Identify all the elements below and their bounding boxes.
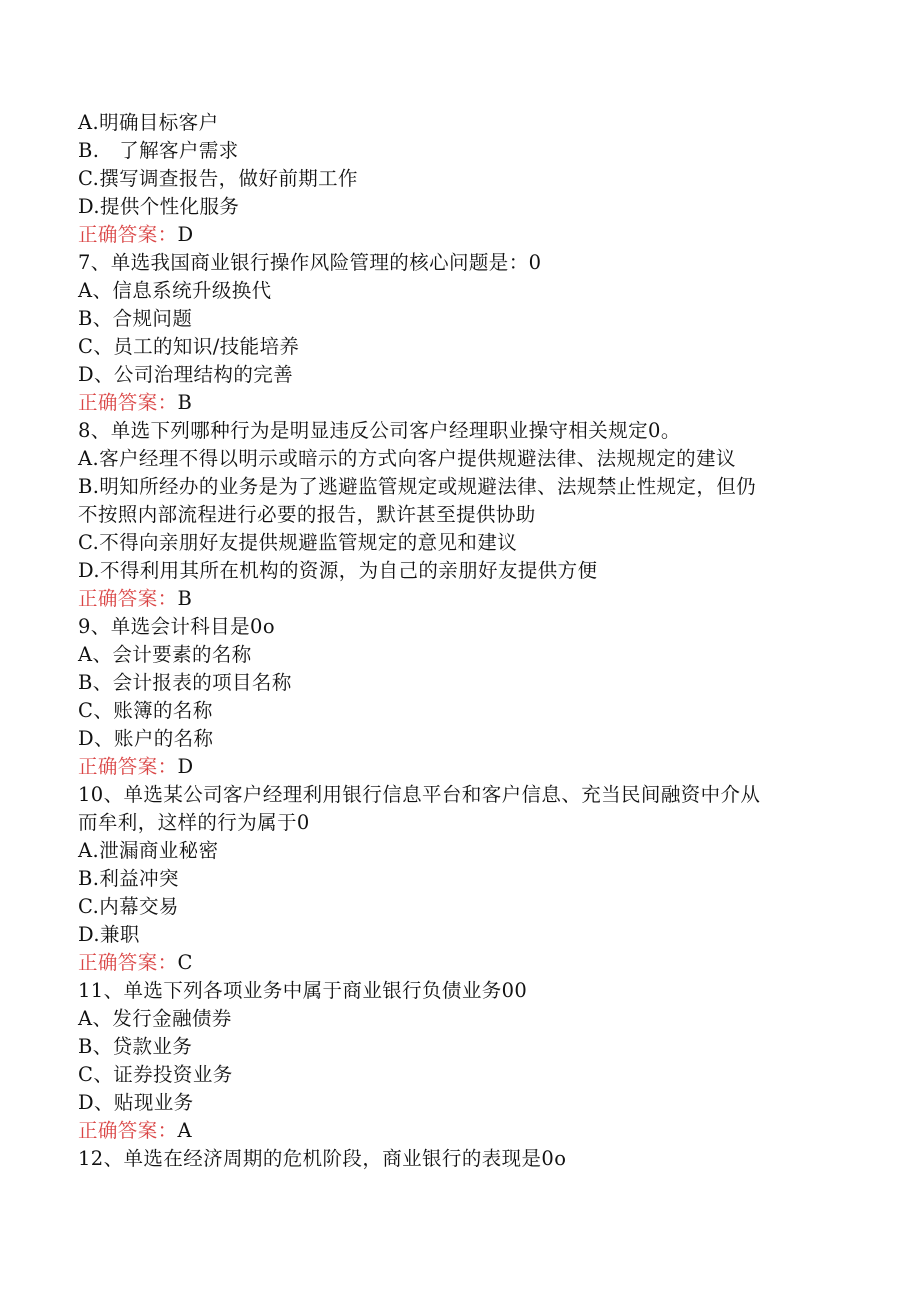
option-line: A、信息系统升级换代 <box>78 279 272 302</box>
option-line: A.客户经理不得以明示或暗示的方式向客户提供规避法律、法规规定的建议 <box>78 447 736 470</box>
question-line: 10、单选某公司客户经理利用银行信息平台和客户信息、充当民间融资中介从 <box>78 783 761 806</box>
option-line: D、贴现业务 <box>78 1091 194 1114</box>
option-line: B、贷款业务 <box>78 1035 193 1058</box>
option-line: A.明确目标客户 <box>78 111 219 134</box>
option-line: D.提供个性化服务 <box>78 195 240 218</box>
option-line: B、合规问题 <box>78 307 193 330</box>
answer-label: 正确答案： <box>78 951 178 974</box>
answer-label: 正确答案： <box>78 1119 178 1142</box>
option-line: D、账户的名称 <box>78 727 214 750</box>
question-line: 7、单选我国商业银行操作风险管理的核心问题是：0 <box>78 251 542 274</box>
option-line: C.内幕交易 <box>78 895 179 918</box>
option-line: B、会计报表的项目名称 <box>78 671 292 694</box>
answer-line <box>78 389 192 417</box>
question-line: 8、单选下列哪种行为是明显违反公司客户经理职业操守相关规定0。 <box>78 419 681 442</box>
option-line: C.撰写调查报告，做好前期工作 <box>78 167 358 190</box>
option-line: A.泄漏商业秘密 <box>78 839 219 862</box>
answer-label: 正确答案： <box>78 223 178 246</box>
answer-value: C <box>177 951 193 974</box>
option-line: B.利益冲突 <box>78 867 179 890</box>
answer-value: A <box>177 1119 192 1142</box>
answer-line <box>78 1117 192 1145</box>
option-line: B. 了解客户需求 <box>78 139 239 162</box>
option-line: D、公司治理结构的完善 <box>78 363 294 386</box>
option-line: 不按照内部流程进行必要的报告，默许甚至提供协助 <box>78 503 536 526</box>
answer-value: B <box>177 587 193 610</box>
question-line: 12、单选在经济周期的危机阶段，商业银行的表现是0o <box>78 1147 567 1170</box>
option-line: C、证券投资业务 <box>78 1063 233 1086</box>
option-line: B.明知所经办的业务是为了逃避监管规定或规避法律、法规禁止性规定，但仍 <box>78 475 757 498</box>
option-line: A、发行金融债券 <box>78 1007 232 1030</box>
option-line: C.不得向亲朋好友提供规避监管规定的意见和建议 <box>78 531 518 554</box>
answer-value: D <box>177 755 194 778</box>
answer-line <box>78 221 194 249</box>
question-line: 而牟利，这样的行为属于0 <box>78 811 310 834</box>
question-line: 9、单选会计科目是0o <box>78 615 275 638</box>
option-line: C、账簿的名称 <box>78 699 213 722</box>
option-line: D.不得利用其所在机构的资源，为自己的亲朋好友提供方便 <box>78 559 598 582</box>
answer-line <box>78 585 192 613</box>
option-line: C、员工的知识/技能培养 <box>78 335 300 358</box>
option-line: D.兼职 <box>78 923 140 946</box>
answer-line <box>78 949 193 977</box>
question-line: 11、单选下列各项业务中属于商业银行负债业务00 <box>78 979 528 1002</box>
answer-label: 正确答案： <box>78 587 178 610</box>
answer-value: B <box>177 391 193 414</box>
answer-value: D <box>177 223 194 246</box>
option-line: A、会计要素的名称 <box>78 643 252 666</box>
answer-label: 正确答案： <box>78 391 178 414</box>
answer-line <box>78 753 194 781</box>
answer-label: 正确答案： <box>78 755 178 778</box>
